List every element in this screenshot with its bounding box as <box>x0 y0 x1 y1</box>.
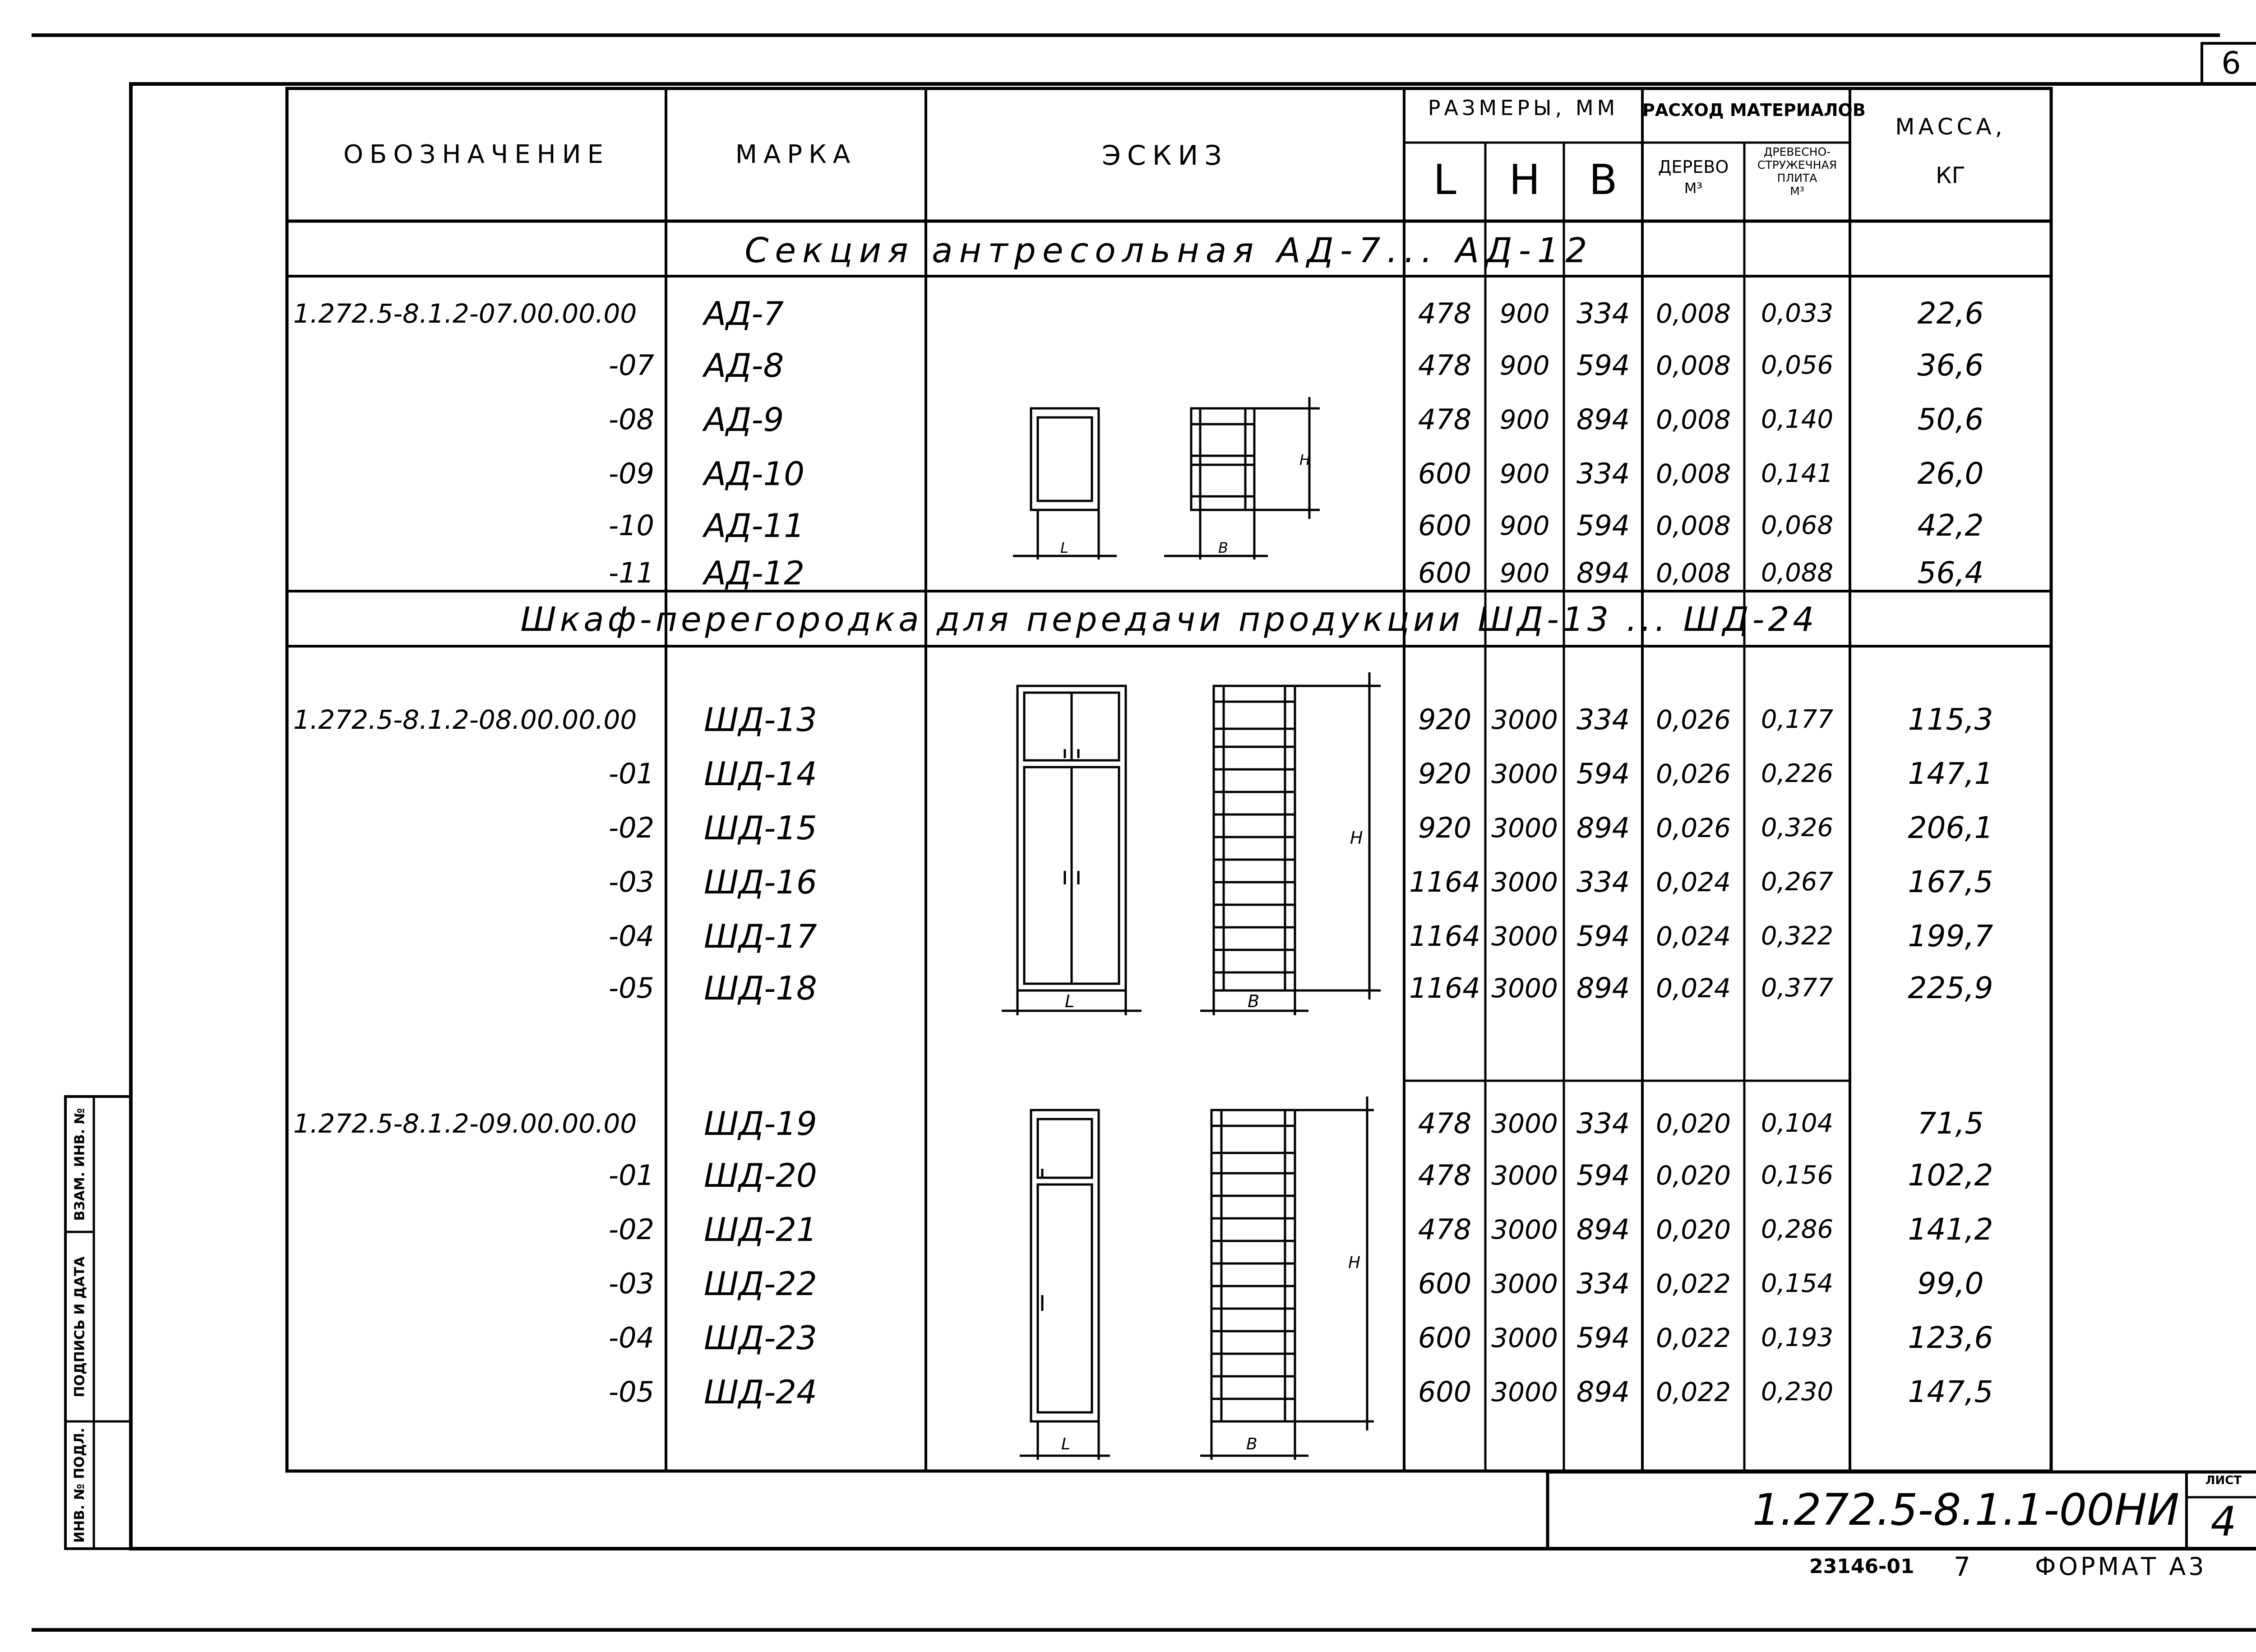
cell-chip: 0,156 <box>1761 1161 1834 1190</box>
cell-H: 900 <box>1499 350 1550 381</box>
cell-mark: АД-11 <box>704 507 805 545</box>
cell-mark: ШД-14 <box>704 755 817 793</box>
cell-L: 600 <box>1418 457 1472 490</box>
sketch-label-B: B <box>1218 539 1228 556</box>
cell-wood: 0,008 <box>1655 404 1731 435</box>
cell-designation: -05 <box>608 972 654 1004</box>
cell-designation: 1.272.5-8.1.2-08.00.00.00 <box>293 704 637 735</box>
cell-L: 478 <box>1418 297 1472 330</box>
header-H: H <box>1509 156 1540 204</box>
header-chipboard-line: ДРЕВЕСНО- <box>1763 145 1831 158</box>
cell-B: 594 <box>1576 757 1630 790</box>
cell-designation: -03 <box>608 865 654 898</box>
header-wood-unit: М³ <box>1684 180 1703 197</box>
cell-H: 900 <box>1499 458 1550 489</box>
cell-chip: 0,377 <box>1761 973 1834 1003</box>
cell-B: 334 <box>1576 1107 1630 1140</box>
cell-designation: -10 <box>608 509 654 542</box>
cell-L: 920 <box>1418 757 1472 790</box>
cell-chip: 0,056 <box>1761 351 1834 380</box>
cell-mark: ШД-18 <box>704 969 817 1007</box>
cell-mark: ШД-21 <box>704 1211 817 1249</box>
cell-chip: 0,322 <box>1761 921 1834 951</box>
side-strip-cell <box>67 1232 93 1421</box>
document-code: 1.272.5-8.1.1-00НИ <box>1752 1485 2179 1535</box>
cell-H: 3000 <box>1491 1108 1558 1139</box>
cell-B: 894 <box>1576 1213 1630 1246</box>
cell-mark: ШД-15 <box>704 809 817 847</box>
cell-wood: 0,024 <box>1655 867 1731 898</box>
section-title: Секция антресольная АД-7... АД-12 <box>744 230 1594 270</box>
cell-B: 334 <box>1576 865 1630 898</box>
sheet-label: ЛИСТ <box>2205 1474 2242 1487</box>
cell-mass: 99,0 <box>1917 1266 1984 1301</box>
cell-mark: ШД-17 <box>704 917 817 955</box>
side-strip-cell <box>67 1097 93 1232</box>
cell-wood: 0,026 <box>1655 813 1731 843</box>
cell-wood: 0,008 <box>1655 350 1731 381</box>
cell-chip: 0,141 <box>1761 459 1834 488</box>
cell-H: 900 <box>1499 298 1550 329</box>
cell-wood: 0,026 <box>1655 759 1731 789</box>
cell-chip: 0,154 <box>1761 1269 1834 1298</box>
cell-wood: 0,020 <box>1655 1108 1731 1139</box>
cell-H: 3000 <box>1491 1377 1558 1407</box>
sketch-label-L: L <box>1061 1435 1071 1453</box>
header-sizes: РАЗМЕРЫ, ММ <box>1428 96 1619 120</box>
cell-chip: 0,226 <box>1761 759 1834 788</box>
cell-wood: 0,022 <box>1655 1323 1731 1353</box>
cell-mark: ШД-24 <box>704 1373 817 1411</box>
header-designation: ОБОЗНАЧЕНИЕ <box>343 140 610 169</box>
cell-H: 3000 <box>1491 1214 1558 1245</box>
sketch-label-H: H <box>1350 828 1363 848</box>
cell-designation: 1.272.5-8.1.2-07.00.00.00 <box>293 298 637 329</box>
header-mark: МАРКА <box>735 140 857 169</box>
cell-H: 3000 <box>1491 921 1558 952</box>
cell-H: 3000 <box>1491 973 1558 1004</box>
cell-H: 3000 <box>1491 813 1558 843</box>
cell-L: 478 <box>1418 1107 1472 1140</box>
cell-wood: 0,008 <box>1655 558 1731 588</box>
cell-wood: 0,022 <box>1655 1268 1731 1299</box>
cell-H: 3000 <box>1491 1323 1558 1353</box>
cell-wood: 0,008 <box>1655 510 1731 541</box>
cell-B: 334 <box>1576 457 1630 490</box>
cell-wood: 0,022 <box>1655 1377 1731 1407</box>
cell-L: 478 <box>1418 403 1472 436</box>
cell-chip: 0,104 <box>1761 1109 1834 1138</box>
cell-mass: 147,5 <box>1908 1374 1993 1409</box>
cell-mass: 147,1 <box>1908 756 1993 791</box>
cell-H: 900 <box>1499 404 1550 435</box>
cell-B: 894 <box>1576 811 1630 844</box>
cell-designation: 1.272.5-8.1.2-09.00.00.00 <box>293 1108 637 1139</box>
header-sketch: ЭСКИЗ <box>1102 140 1228 171</box>
side-strip-label: ПОДПИСЬ И ДАТА <box>72 1256 88 1397</box>
cell-designation: -07 <box>608 349 654 382</box>
header-wood: ДЕРЕВО <box>1658 157 1729 177</box>
cell-L: 600 <box>1418 556 1472 589</box>
cell-H: 3000 <box>1491 1160 1558 1191</box>
cell-chip: 0,286 <box>1761 1215 1834 1244</box>
cell-designation: -03 <box>608 1267 654 1300</box>
cell-mark: ШД-13 <box>704 701 817 739</box>
cell-mass: 36,6 <box>1917 348 1984 383</box>
cell-H: 900 <box>1499 558 1550 588</box>
cell-H: 3000 <box>1491 1268 1558 1299</box>
cell-chip: 0,267 <box>1761 867 1834 897</box>
side-strip-label: ИНВ. № ПОДЛ. <box>72 1427 88 1543</box>
sketch-label-H: H <box>1299 451 1311 468</box>
cell-B: 894 <box>1576 403 1630 436</box>
cell-chip: 0,193 <box>1761 1323 1834 1352</box>
cell-B: 894 <box>1576 972 1630 1004</box>
cell-designation: -09 <box>608 457 654 490</box>
footer-page: 7 <box>1954 1551 1970 1582</box>
cell-mass: 56,4 <box>1917 555 1984 590</box>
cell-mass: 167,5 <box>1908 865 1993 899</box>
cell-L: 1164 <box>1409 865 1480 898</box>
cell-B: 594 <box>1576 349 1630 382</box>
cell-wood: 0,020 <box>1655 1214 1731 1245</box>
header-materials: РАСХОД МАТЕРИАЛОВ <box>1642 100 1866 120</box>
cell-mark: ШД-19 <box>704 1105 817 1143</box>
cell-L: 600 <box>1418 1321 1472 1354</box>
cell-mass: 102,2 <box>1908 1158 1993 1193</box>
cell-chip: 0,326 <box>1761 813 1834 842</box>
cell-chip: 0,140 <box>1761 405 1834 434</box>
cell-mark: АД-10 <box>704 455 805 493</box>
cell-B: 334 <box>1576 1267 1630 1300</box>
cell-chip: 0,230 <box>1761 1377 1834 1407</box>
page-number: 6 <box>2221 46 2241 81</box>
footer-format: ФОРМАТ А3 <box>2035 1552 2207 1581</box>
cell-B: 594 <box>1576 509 1630 542</box>
header-B: B <box>1589 156 1618 204</box>
sketch-shd19-side <box>1200 1097 1374 1460</box>
header-chipboard-line: ПЛИТА <box>1777 171 1817 185</box>
cell-mass: 22,6 <box>1917 296 1984 331</box>
cell-chip: 0,088 <box>1761 558 1834 588</box>
cell-designation: -11 <box>608 556 654 589</box>
cell-designation: -04 <box>608 1321 654 1354</box>
cell-mark: АД-9 <box>704 401 784 439</box>
cell-mark: АД-7 <box>704 295 784 333</box>
cell-H: 3000 <box>1491 704 1558 735</box>
cell-mark: АД-12 <box>704 554 805 592</box>
cell-designation: -08 <box>608 403 654 436</box>
cell-H: 3000 <box>1491 759 1558 789</box>
cell-mass: 71,5 <box>1917 1106 1984 1141</box>
cell-B: 594 <box>1576 1321 1630 1354</box>
cell-L: 600 <box>1418 509 1472 542</box>
cell-L: 478 <box>1418 1159 1472 1192</box>
cell-mark: ШД-20 <box>704 1157 817 1194</box>
cell-L: 1164 <box>1409 920 1480 953</box>
cell-designation: -02 <box>608 811 654 844</box>
cell-L: 478 <box>1418 1213 1472 1246</box>
header-L: L <box>1433 156 1456 204</box>
cell-chip: 0,177 <box>1761 705 1834 734</box>
cell-mark: АД-8 <box>704 347 784 384</box>
cell-designation: -01 <box>608 757 654 790</box>
header-chipboard-line: СТРУЖЕЧНАЯ <box>1757 158 1837 171</box>
sketch-label-B: B <box>1248 991 1260 1011</box>
header-chipboard <box>1744 145 1850 198</box>
cell-mass: 26,0 <box>1917 456 1984 491</box>
side-strip-cell <box>67 1421 93 1549</box>
cell-L: 920 <box>1418 811 1472 844</box>
sketch-ad-side <box>1164 397 1320 560</box>
cell-wood: 0,026 <box>1655 704 1731 735</box>
sketch-shd19-front <box>1020 1110 1110 1460</box>
sketch-label-L: L <box>1060 539 1068 556</box>
sketch-label-L: L <box>1065 991 1075 1011</box>
cell-wood: 0,008 <box>1655 298 1731 329</box>
cell-wood: 0,008 <box>1655 458 1731 489</box>
footer-number: 23146-01 <box>1809 1555 1914 1578</box>
cell-H: 3000 <box>1491 867 1558 898</box>
cell-mark: ШД-16 <box>704 863 817 901</box>
header-chipboard-line: М³ <box>1790 185 1804 198</box>
cell-H: 900 <box>1499 510 1550 541</box>
cell-L: 478 <box>1418 349 1472 382</box>
cell-mass: 50,6 <box>1917 402 1984 437</box>
cell-L: 600 <box>1418 1267 1472 1300</box>
cell-B: 894 <box>1576 1375 1630 1408</box>
cell-mark: ШД-23 <box>704 1319 817 1357</box>
cell-mass: 206,1 <box>1908 810 1993 845</box>
sketch-shd13-front <box>1002 686 1142 1015</box>
header-mass: МАССА, <box>1895 114 2006 140</box>
sketch-label-H: H <box>1348 1254 1361 1272</box>
cell-wood: 0,020 <box>1655 1160 1731 1191</box>
cell-B: 594 <box>1576 920 1630 953</box>
cell-designation: -02 <box>608 1213 654 1246</box>
cell-B: 334 <box>1576 297 1630 330</box>
cell-L: 1164 <box>1409 972 1480 1004</box>
cell-mass: 199,7 <box>1908 919 1993 953</box>
cell-wood: 0,024 <box>1655 921 1731 952</box>
cell-B: 594 <box>1576 1159 1630 1192</box>
cell-mark: ШД-22 <box>704 1265 817 1303</box>
cell-L: 600 <box>1418 1375 1472 1408</box>
cell-designation: -01 <box>608 1159 654 1192</box>
cell-L: 920 <box>1418 703 1472 736</box>
cell-B: 334 <box>1576 703 1630 736</box>
sketch-label-B: B <box>1246 1435 1257 1453</box>
side-strip-label: ВЗАМ. ИНВ. № <box>72 1107 88 1221</box>
sketch-ad-front <box>1013 408 1117 560</box>
cell-chip: 0,068 <box>1761 511 1834 540</box>
cell-mass: 123,6 <box>1908 1320 1993 1355</box>
header-mass-unit: КГ <box>1936 162 1965 189</box>
cell-designation: -05 <box>608 1375 654 1408</box>
cell-mass: 225,9 <box>1908 971 1993 1005</box>
cell-mass: 42,2 <box>1917 508 1984 543</box>
cell-mass: 141,2 <box>1908 1212 1993 1247</box>
cell-mass: 115,3 <box>1908 702 1993 737</box>
cell-designation: -04 <box>608 920 654 953</box>
cell-wood: 0,024 <box>1655 973 1731 1004</box>
sheet-number: 4 <box>2210 1498 2237 1546</box>
cell-chip: 0,033 <box>1761 299 1834 328</box>
section-title: Шкаф-перегородка для передачи продукции ШД-13 ... ШД-24 <box>520 600 1818 639</box>
cell-B: 894 <box>1576 556 1630 589</box>
